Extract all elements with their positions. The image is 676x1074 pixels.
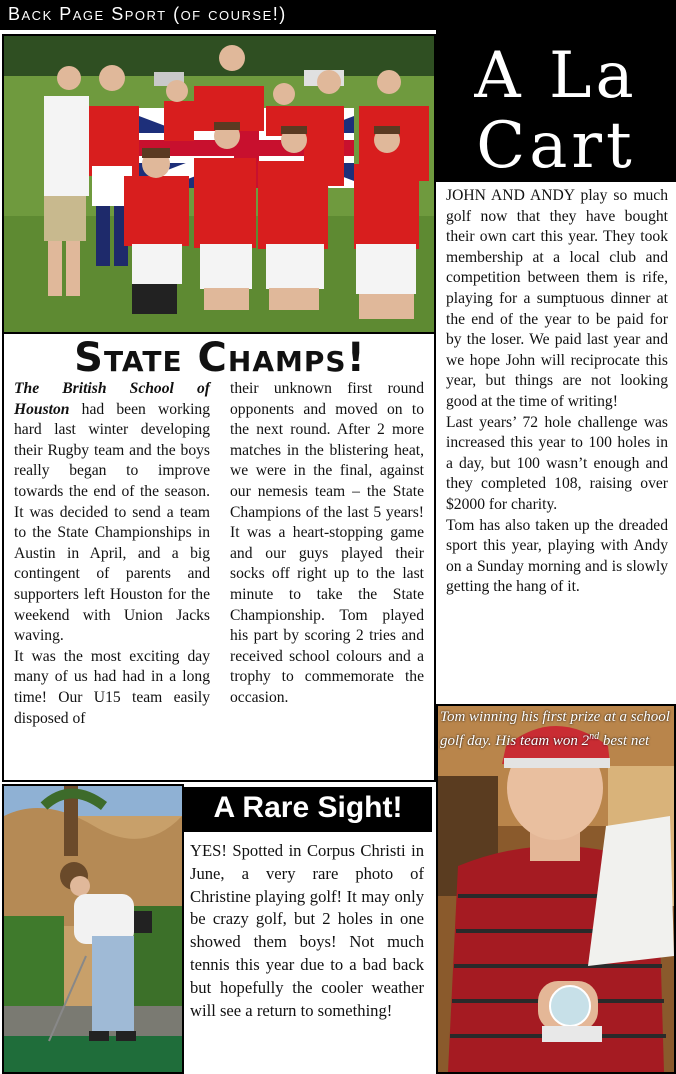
section-header-bar (0, 0, 676, 30)
champs-headline: State Champs! (74, 335, 366, 381)
cart-headline-box (436, 30, 676, 182)
caption-superscript: nd (589, 731, 600, 742)
cart-paragraph: Tom has also taken up the dreaded sport this year, playing with Andy on a Sunday morning and is slowly getting the hang of it. (446, 516, 668, 596)
cart-paragraph: Last years’ 72 hole challenge was increased this year to 100 holes in a day, but 100 wasn’t enough and they completed 108, raising over $2000 for charity. (446, 413, 668, 513)
rugby-team-illustration (4, 36, 434, 332)
crazy-golf-photo (2, 784, 184, 1074)
caption-text-end: best net (599, 733, 650, 749)
school-name: The British School of Houston (14, 380, 210, 418)
rare-sight-headline-bar (184, 787, 432, 832)
champs-column-1 (14, 379, 210, 729)
tom-photo-caption (440, 707, 674, 751)
section-title: Back Page Sport (of course!) (8, 4, 287, 24)
cart-article (446, 186, 668, 598)
caption-text: Tom winning his first prize at a school golf day. His team won 2 (440, 709, 670, 749)
tom-trophy-illustration (438, 706, 674, 1072)
champs-column-2 (230, 379, 424, 766)
cart-headline-line1: A La (474, 39, 638, 113)
champs-text-2: It was the most exciting day many of us had had in a long time! Our U15 team easily disposed of (14, 647, 210, 727)
rugby-team-photo (2, 34, 436, 334)
front-row-players (124, 158, 419, 319)
tom-golf-photo (436, 704, 676, 1074)
rare-sight-text: YES! Spotted in Corpus Christi in June, a very rare photo of Christine playing golf! It may only be crazy golf, but 2 holes in one showed them boys! Not much tennis this year due to a bad back but hopefully the cooler weather will see a return to something! (190, 841, 424, 1020)
champs-text-1: had been working hard last winter developing their Rugby team and the boys really began to improve towards the end of the season. It was decided to send a team to the State Championships in Austin in April, and a big contingent of parents and supporters left Houston for the weekend with Union Jacks waving. (14, 400, 210, 645)
cart-headline-line2: Cart (476, 109, 636, 183)
champs-text-3: their unknown first round opponents and moved on to the next round. After 2 more matches in the blistering heat, we were in the final, against our nemesis team – the State Champions of the last 5 years! It was a heart-stopping game and our guys played their socks off right up to the last minute to take the State Championship. Tom played his part by scoring 2 tries and received school colours and a trophy to commemorate the occasion. (230, 380, 424, 706)
rare-sight-headline: A Rare Sight! (213, 791, 403, 824)
crazy-golf-illustration (4, 786, 182, 1072)
cart-paragraph: JOHN AND ANDY play so much golf now that they have bought their own cart this year. They took membership at a local club and competition between them is rife, playing for a sumptuous dinner at the end of the year to be paid for by the loser. We paid last year and we hope John will reciprocate this year, but things are not looking good at the time of writing! (446, 187, 668, 410)
rare-sight-article (190, 840, 424, 1022)
